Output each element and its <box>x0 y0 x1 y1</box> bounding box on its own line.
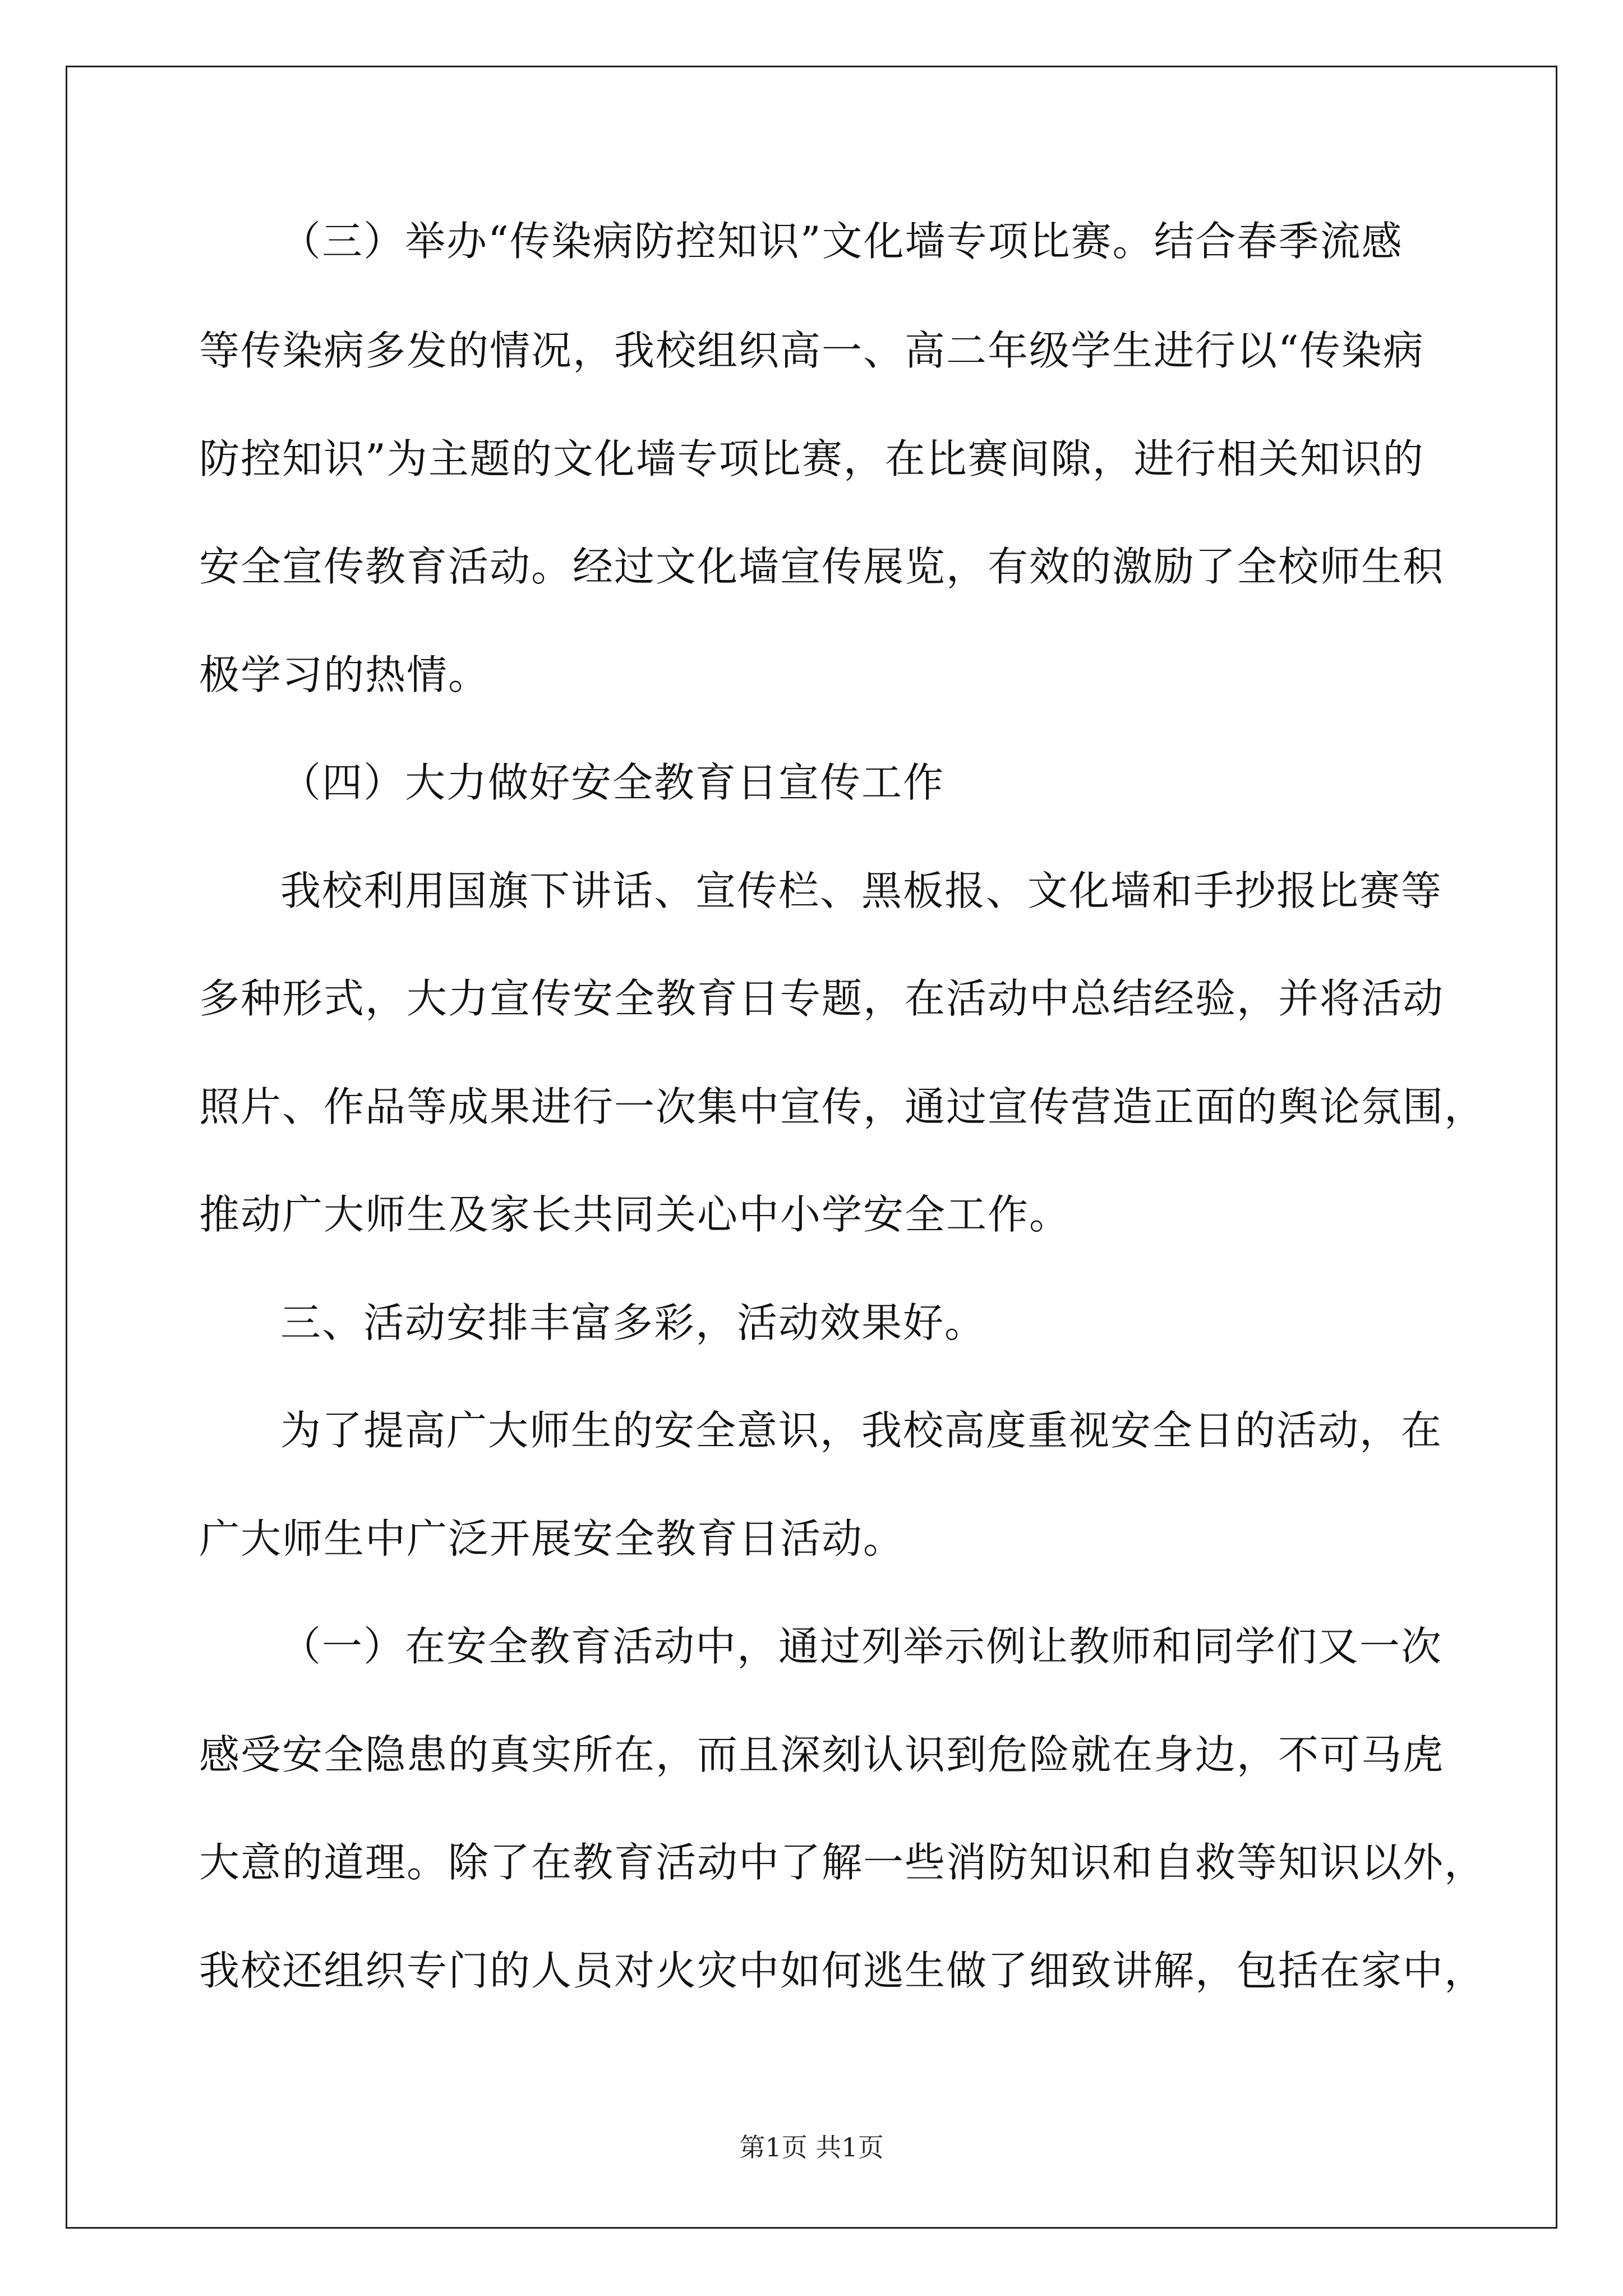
text-line: 广大师生中广泛开展安全教育日活动。 <box>199 1515 905 1562</box>
text-line: （三）举办“传染病防控知识”文化墙专项比赛。结合春季流感 <box>280 218 1403 265</box>
page-number: 第1页 共1页 <box>739 2132 884 2162</box>
text-line: 防控知识”为主题的文化墙专项比赛，在比赛间隙，进行相关知识的 <box>199 435 1424 482</box>
text-line: 大意的道理。除了在教育活动中了解一些消防知识和自救等知识以外， <box>199 1839 1486 1886</box>
section-heading: 三、活动安排丰富多彩，活动效果好。 <box>280 1299 986 1346</box>
text-line: 为了提高广大师生的安全意识，我校高度重视安全日的活动，在 <box>280 1407 1443 1454</box>
text-line: 感受安全隐患的真实所在，而且深刻认识到危险就在身边，不可马虎 <box>199 1731 1445 1778</box>
text-line: 极学习的热情。 <box>199 651 490 698</box>
text-line: 推动广大师生及家长共同关心中小学安全工作。 <box>199 1191 1071 1238</box>
text-line: 我校利用国旗下讲话、宣传栏、黑板报、文化墙和手抄报比赛等 <box>280 867 1443 914</box>
text-line: 照片、作品等成果进行一次集中宣传，通过宣传营造正面的舆论氛围， <box>199 1083 1486 1130</box>
text-line: 多种形式，大力宣传安全教育日专题，在活动中总结经验，并将活动 <box>199 975 1445 1022</box>
text-line: 我校还组织专门的人员对火灾中如何逃生做了细致讲解，包括在家中， <box>199 1947 1486 1994</box>
text-line: 等传染病多发的情况，我校组织高一、高二年级学生进行以“传染病 <box>199 327 1424 374</box>
text-line: 安全宣传教育活动。经过文化墙宣传展览，有效的激励了全校师生积 <box>199 543 1445 590</box>
section-heading: （四）大力做好安全教育日宣传工作 <box>280 759 945 806</box>
page-border <box>66 66 1557 2229</box>
text-line: （一）在安全教育活动中，通过列举示例让教师和同学们又一次 <box>280 1623 1443 1670</box>
